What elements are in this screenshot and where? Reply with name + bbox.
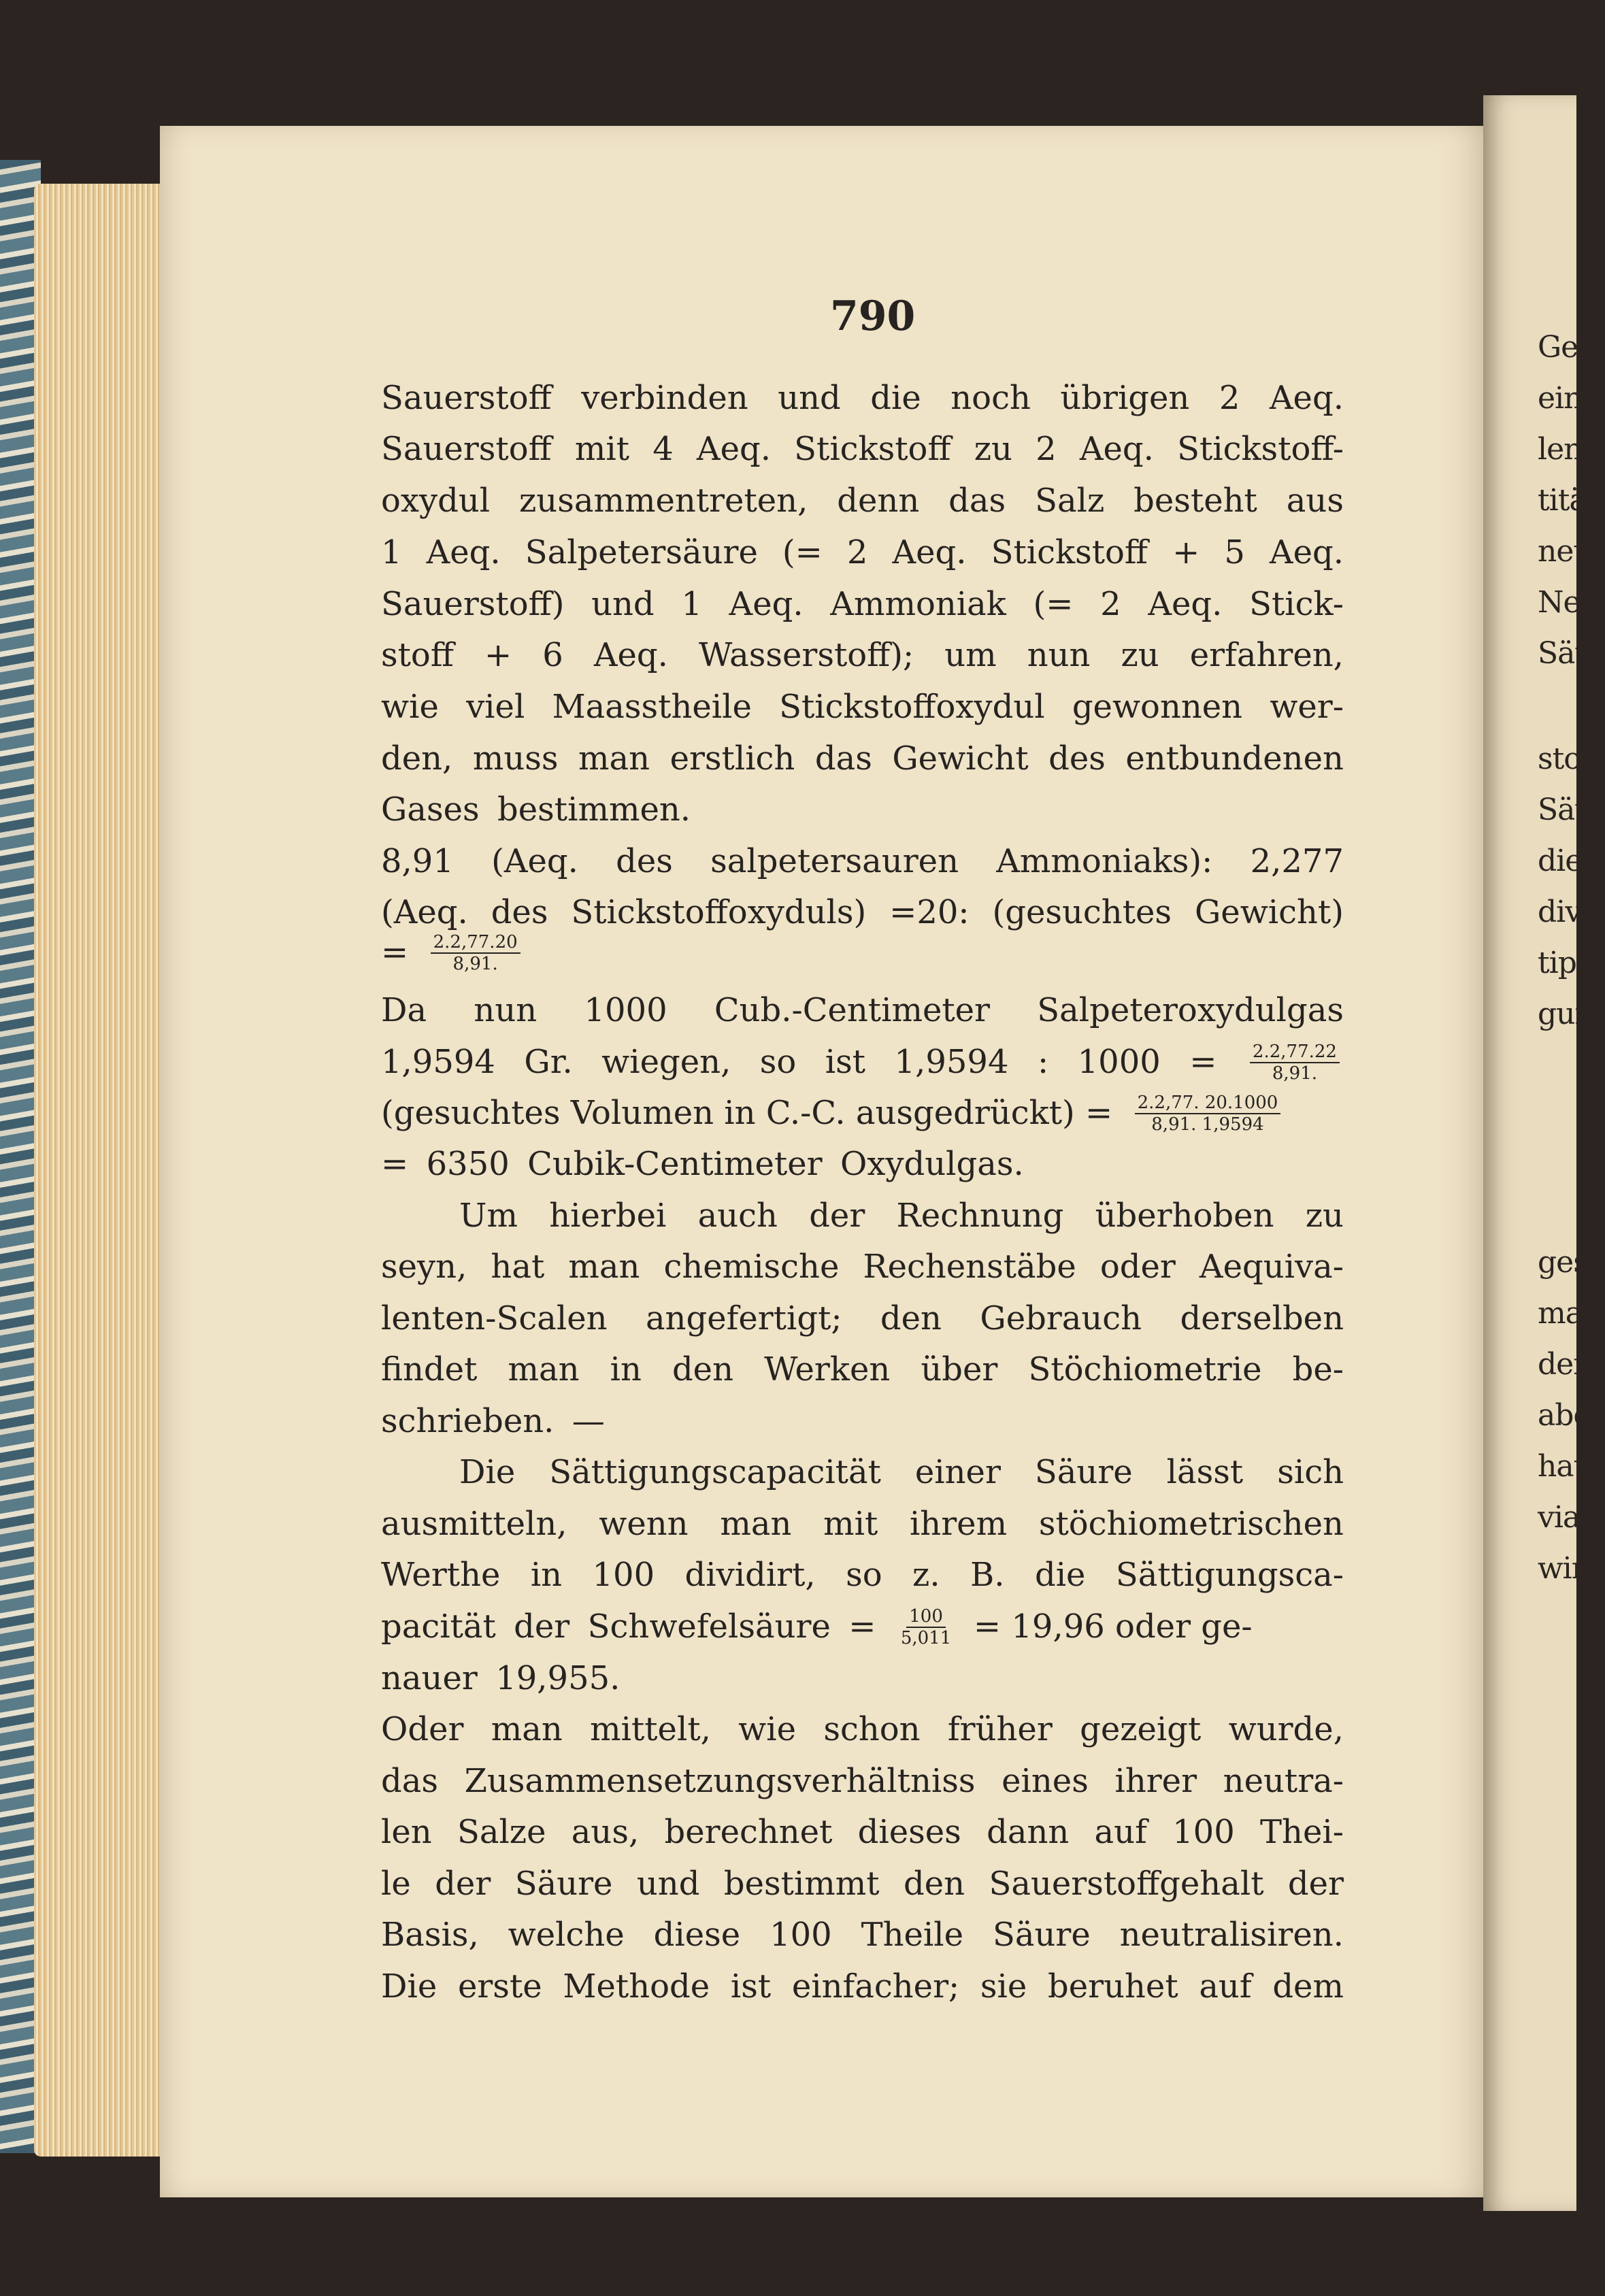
text-line <box>381 892 1344 933</box>
word: lässt <box>1166 1453 1244 1491</box>
facing-page-fragment: abe <box>1538 1398 1591 1433</box>
word: Werken <box>764 1350 891 1388</box>
word: (gesuchtes Volumen in C.-C. ausgedrückt) = <box>381 1094 1113 1132</box>
word: Zusammensetzungsverhältniss <box>464 1762 976 1800</box>
word: diese <box>653 1916 741 1954</box>
word: ist <box>825 1043 866 1081</box>
facing-page-fragment: stof <box>1538 742 1592 776</box>
word: Die <box>381 1967 437 2006</box>
word: schrieben. <box>381 1402 555 1440</box>
word: Stickstoff <box>991 533 1148 571</box>
text-line <box>381 1503 1344 1544</box>
word: Werthe <box>381 1556 501 1594</box>
text-line <box>459 1452 1344 1493</box>
word: auf <box>1094 1813 1147 1851</box>
word: 2 <box>1036 430 1057 468</box>
word: und <box>778 379 841 417</box>
word: früher <box>947 1710 1053 1748</box>
word: wie <box>738 1710 797 1748</box>
word: 2,277 <box>1250 842 1344 880</box>
word: hat <box>491 1248 545 1286</box>
word: len <box>381 1813 432 1851</box>
word: Schwefelsäure <box>587 1608 831 1646</box>
word: le <box>381 1865 411 1903</box>
word: 1 <box>681 585 702 623</box>
word: aus, <box>571 1813 640 1851</box>
facing-page-fragment: dies <box>1538 844 1597 878</box>
word: Oder <box>381 1710 464 1748</box>
fraction: $\frac{2.2,77.20}{8,91.}$ <box>431 932 530 974</box>
word: be- <box>1292 1350 1344 1388</box>
word: erfahren, <box>1189 636 1344 674</box>
text-line <box>381 1914 1344 1955</box>
text-line <box>381 429 1344 469</box>
facing-page-fragment: Säu <box>1538 793 1593 827</box>
word: 2 <box>1219 379 1240 417</box>
word: wer- <box>1270 688 1344 726</box>
word: den <box>880 1299 942 1337</box>
word: chemische <box>663 1248 840 1286</box>
text-line <box>381 789 1344 830</box>
word: ihrem <box>909 1505 1008 1543</box>
word: überhoben <box>1095 1197 1274 1235</box>
word: = <box>848 1608 876 1646</box>
word: — <box>572 1402 605 1440</box>
fraction: $\frac{2.2,77.22}{8,91.}$ <box>1250 1042 1340 1084</box>
word: auf <box>1199 1967 1252 2006</box>
text-line <box>381 1709 1344 1750</box>
word: Ammoniaks): <box>996 842 1213 880</box>
word: man <box>578 739 650 778</box>
word: den, <box>381 739 453 778</box>
facing-page-fragment: Sät <box>1538 636 1587 671</box>
word: das <box>381 1762 438 1800</box>
word: 6350 <box>426 1145 510 1183</box>
word: die <box>1034 1556 1086 1594</box>
facing-page-fragment: titä <box>1538 483 1587 518</box>
word: dann <box>987 1813 1070 1851</box>
word: entbundenen <box>1125 739 1344 778</box>
word: (Aeq. <box>491 842 578 880</box>
word: den <box>904 1865 965 1903</box>
word: 5 <box>1224 533 1245 571</box>
word: Gewicht <box>892 739 1029 778</box>
word: Aeq. <box>696 430 771 468</box>
text-line <box>381 378 1344 418</box>
word: wurde, <box>1228 1710 1344 1748</box>
word: ihrer <box>1114 1762 1197 1800</box>
word: Gr. <box>524 1043 573 1081</box>
word: Wasserstoff); <box>698 636 914 674</box>
word: (= <box>782 533 823 571</box>
word: Stickstoff- <box>1177 430 1344 468</box>
word: 4 <box>652 430 674 468</box>
word: findet <box>381 1350 478 1388</box>
word: pacität <box>381 1608 496 1646</box>
word: Cubik-Centimeter <box>527 1145 823 1183</box>
word: einfacher; <box>791 1967 960 2006</box>
facing-page-fragment: hat <box>1538 1449 1585 1484</box>
word: B. <box>970 1556 1005 1594</box>
word: beruhet <box>1048 1967 1178 2006</box>
word: zu <box>974 430 1012 468</box>
word: Säure <box>514 1865 613 1903</box>
word: Stickstoffoxydul <box>779 688 1045 726</box>
word: lenten-Scalen <box>381 1299 608 1337</box>
word: Cub.-Centimeter <box>714 991 990 1029</box>
word: Stöchiometrie <box>1028 1350 1262 1388</box>
word: mit <box>574 430 630 468</box>
word: Salpeteroxydulgas <box>1037 991 1344 1029</box>
word: Gewicht) <box>1194 893 1344 931</box>
word: 8,91 <box>381 842 454 880</box>
word: über <box>921 1350 998 1388</box>
text-line <box>381 990 1344 1031</box>
facing-page-fragment: wir <box>1538 1551 1585 1586</box>
fraction: $\frac{100}{5,011}$ <box>900 1606 952 1648</box>
word: bestimmen. <box>497 791 691 829</box>
text-line <box>381 1349 1344 1390</box>
word: =20: <box>889 893 970 931</box>
text-line <box>381 1812 1344 1852</box>
equals-sign: = <box>381 933 409 971</box>
word: + <box>1172 533 1200 571</box>
word: Aeq. <box>426 533 501 571</box>
word: auch <box>697 1197 778 1235</box>
word: stoff <box>381 636 454 674</box>
word: dieses <box>857 1813 961 1851</box>
word: Maasstheile <box>552 688 752 726</box>
word: 1000 <box>584 991 667 1029</box>
word: besteht <box>1134 482 1257 520</box>
word: + <box>484 636 512 674</box>
fraction: $\frac{2.2,77. 20.1000}{8,91. 1,9594}$ <box>1135 1093 1291 1135</box>
word: verbinden <box>581 379 748 417</box>
word: übrigen <box>1060 379 1190 417</box>
word: Aeq. <box>892 533 967 571</box>
word: Rechenstäbe <box>863 1248 1076 1286</box>
facing-page-fragment: man <box>1538 1296 1602 1331</box>
text-line <box>381 532 1344 573</box>
word: dividirt, <box>684 1556 816 1594</box>
word: eines <box>1002 1762 1089 1800</box>
word: nun <box>1027 636 1091 674</box>
word: viel <box>466 688 525 726</box>
facing-page-fragment: Nei <box>1538 585 1589 620</box>
word: hierbei <box>549 1197 667 1235</box>
word: 19,955. <box>495 1659 621 1697</box>
word: die <box>870 379 921 417</box>
text-line <box>381 1966 1344 2007</box>
word: Aequiva- <box>1199 1248 1344 1286</box>
text-line <box>381 841 1344 882</box>
text-line <box>381 1554 1344 1595</box>
word: Sauerstoff <box>381 379 552 417</box>
word: Salze <box>457 1813 546 1851</box>
word: = <box>381 1145 409 1183</box>
text-line <box>381 480 1344 521</box>
formula-line <box>381 932 1344 974</box>
word: mit <box>823 1505 878 1543</box>
word: stöchiometrischen <box>1038 1505 1344 1543</box>
word: ist <box>730 1967 772 2006</box>
word: noch <box>950 379 1031 417</box>
text-line <box>381 686 1344 727</box>
word: (= <box>1033 585 1074 623</box>
word: Stick- <box>1249 585 1344 623</box>
word: Aeq. <box>1079 430 1154 468</box>
word: Methode <box>563 1967 710 2006</box>
word: man <box>568 1248 640 1286</box>
word: Säure <box>992 1916 1091 1954</box>
word: wie <box>381 688 439 726</box>
word: 2 <box>1100 585 1121 623</box>
word: Sättigungsca- <box>1115 1556 1344 1594</box>
word: 1,9594 <box>381 1043 495 1081</box>
text-line <box>381 635 1344 676</box>
word: (gesuchtes <box>992 893 1172 931</box>
facing-page-fragment: divi <box>1538 895 1591 929</box>
page-number: 790 <box>830 293 916 340</box>
word: gezeigt <box>1080 1710 1202 1748</box>
word: das <box>814 739 872 778</box>
word: dem <box>1272 1967 1344 2006</box>
word: muss <box>472 739 559 778</box>
word: Um <box>459 1197 518 1235</box>
text-line <box>381 1298 1344 1339</box>
word: so <box>846 1556 882 1594</box>
word: des <box>491 893 548 931</box>
text-line <box>381 584 1344 625</box>
word: zusammentreten, <box>519 482 808 520</box>
word: derselben <box>1180 1299 1344 1337</box>
word: 100 <box>592 1556 655 1594</box>
word: 100 <box>770 1916 832 1954</box>
word: : <box>1037 1043 1049 1081</box>
word: oder <box>1099 1248 1176 1286</box>
word: Sauerstoff) <box>381 585 565 623</box>
facing-page-fragment: viat <box>1538 1500 1591 1535</box>
word: aus <box>1286 482 1344 520</box>
text-line <box>381 1042 1344 1084</box>
word: wenn <box>599 1505 689 1543</box>
word: Sauerstoff <box>381 430 552 468</box>
facing-page-fragment: tipl <box>1538 946 1585 980</box>
word: nun <box>474 991 537 1029</box>
word: Theile <box>861 1916 964 1954</box>
word: des <box>616 842 673 880</box>
word: Stickstoff <box>794 430 951 468</box>
word: ausmitteln, <box>381 1505 567 1543</box>
word: denn <box>837 482 920 520</box>
word: Salpetersäure <box>525 533 758 571</box>
word: angefertigt; <box>645 1299 842 1337</box>
word: salpetersauren <box>710 842 959 880</box>
word: erstlich <box>669 739 795 778</box>
facing-page-edge <box>1483 95 1605 2211</box>
text-line <box>381 1863 1344 1904</box>
word: man <box>508 1350 580 1388</box>
word: 1,9594 <box>894 1043 1009 1081</box>
word: der <box>435 1865 491 1903</box>
word: in <box>610 1350 642 1388</box>
word: 1 <box>381 533 402 571</box>
word: Ammoniak <box>830 585 1006 623</box>
word: neutra- <box>1223 1762 1344 1800</box>
word: 100 <box>1172 1813 1235 1851</box>
word: Salz <box>1035 482 1105 520</box>
word: welche <box>508 1916 625 1954</box>
facing-page-fragment: gese <box>1538 1245 1605 1280</box>
word: sie <box>980 1967 1027 2006</box>
word: 6 <box>542 636 563 674</box>
word: einer <box>914 1453 1001 1491</box>
word: Die <box>459 1453 516 1491</box>
word: Gases <box>381 791 480 829</box>
word: = <box>1189 1043 1217 1081</box>
word: so <box>759 1043 797 1081</box>
facing-page-fragment: Ges <box>1538 330 1593 365</box>
facing-page-fragment: gun <box>1538 997 1593 1031</box>
word: erste <box>457 1967 542 2006</box>
formula-result: = 19,96 oder ge- <box>973 1608 1253 1646</box>
word: Thei- <box>1260 1813 1344 1851</box>
word: und <box>636 1865 700 1903</box>
word: 2 <box>846 533 868 571</box>
text-line <box>381 738 1344 779</box>
word: sich <box>1277 1453 1344 1491</box>
facing-page-fragment: ein <box>1538 381 1583 416</box>
word: wiegen, <box>601 1043 731 1081</box>
text-line <box>459 1195 1344 1236</box>
word: schon <box>823 1710 921 1748</box>
word: Sättigungscapacität <box>549 1453 881 1491</box>
word: man <box>720 1505 792 1543</box>
word: um <box>944 636 997 674</box>
word: gewonnen <box>1072 688 1243 726</box>
word: (Aeq. <box>381 893 468 931</box>
word: Stickstoffoxyduls) <box>571 893 867 931</box>
text-line <box>381 1761 1344 1801</box>
word: Gebrauch <box>980 1299 1142 1337</box>
word: in <box>530 1556 563 1594</box>
word: Aeq. <box>1269 379 1344 417</box>
word: man <box>491 1710 563 1748</box>
text-line <box>381 1246 1344 1287</box>
facing-page-fragment: len <box>1538 432 1583 467</box>
word: Aeq. <box>1269 533 1344 571</box>
text-line <box>381 1606 1344 1648</box>
facing-page-fragment: neu <box>1538 534 1592 569</box>
word: Oxydulgas. <box>840 1145 1024 1183</box>
word: nauer <box>381 1659 478 1697</box>
page-edges <box>34 184 167 2157</box>
word: Sauerstoffgehalt <box>989 1865 1264 1903</box>
word: Aeq. <box>1148 585 1223 623</box>
word: Aeq. <box>593 636 668 674</box>
text-line <box>381 1093 1344 1135</box>
word: Rechnung <box>896 1197 1064 1235</box>
word: das <box>948 482 1006 520</box>
word: seyn, <box>381 1248 467 1286</box>
word: den <box>672 1350 733 1388</box>
word: mittelt, <box>590 1710 711 1748</box>
text-line <box>381 1401 1344 1442</box>
facing-page-fragment: den <box>1538 1347 1592 1382</box>
word: berechnet <box>664 1813 833 1851</box>
word: Da <box>381 991 427 1029</box>
word: z. <box>912 1556 940 1594</box>
word: der <box>809 1197 865 1235</box>
word: Säure <box>1034 1453 1133 1491</box>
word: und <box>591 585 655 623</box>
word: zu <box>1121 636 1159 674</box>
text-line <box>381 1658 1344 1699</box>
word: neutralisiren. <box>1119 1916 1344 1954</box>
word: der <box>1287 1865 1344 1903</box>
text-line <box>381 1144 1344 1184</box>
word: bestimmt <box>723 1865 880 1903</box>
word: des <box>1048 739 1106 778</box>
word: 1000 <box>1077 1043 1161 1081</box>
word: Aeq. <box>729 585 804 623</box>
word: Basis, <box>381 1916 479 1954</box>
word: zu <box>1305 1197 1344 1235</box>
word: oxydul <box>381 482 491 520</box>
word: der <box>514 1608 570 1646</box>
